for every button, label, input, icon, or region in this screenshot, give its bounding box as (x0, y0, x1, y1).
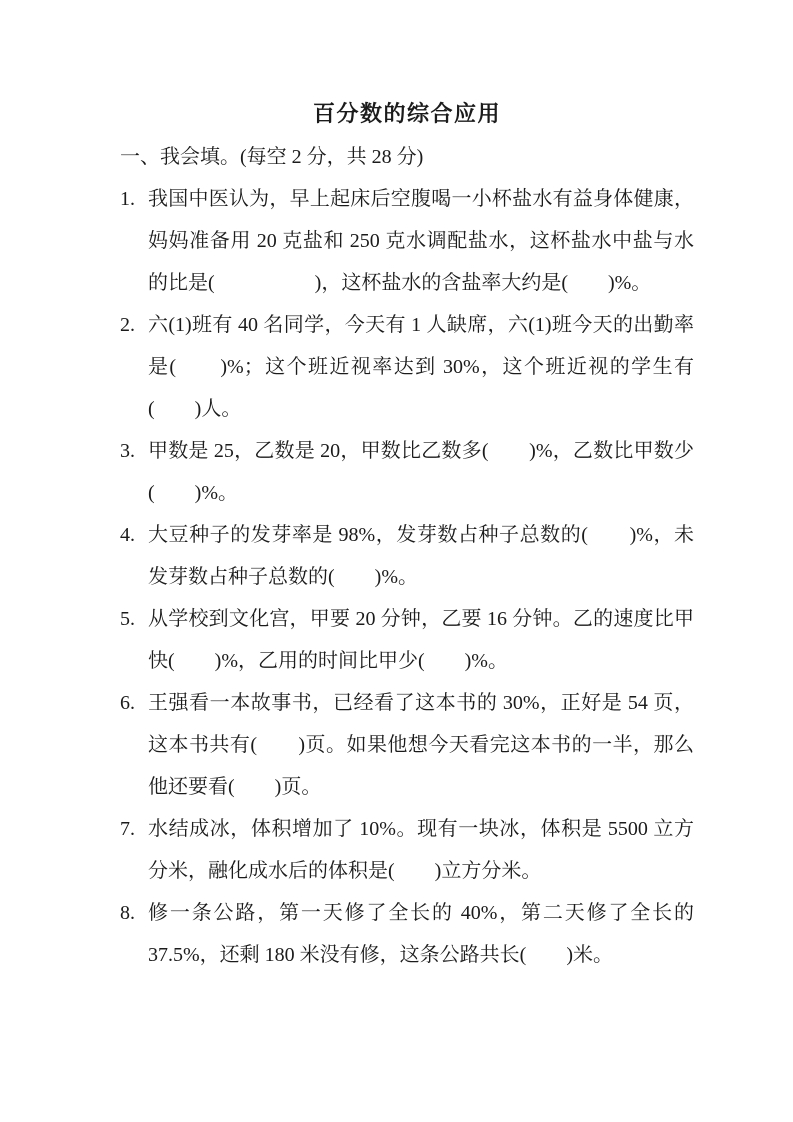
question-list (120, 178, 694, 976)
question-number: 1. (120, 188, 135, 210)
question-item (120, 682, 694, 808)
question-item (120, 808, 694, 892)
section-heading: 一、我会填。(每空 2 分，共 28 分) (120, 146, 424, 168)
question-text: 甲数是 25，乙数是 20，甲数比乙数多( )%，乙数比甲数少( )%。 (148, 440, 694, 504)
question-number: 5. (120, 608, 135, 630)
question-item (120, 178, 694, 304)
question-number: 2. (120, 314, 135, 336)
question-item (120, 430, 694, 514)
question-text: 大豆种子的发芽率是 98%，发芽数占种子总数的( )%，未发芽数占种子总数的( )%。 (148, 524, 694, 588)
question-text: 我国中医认为，早上起床后空腹喝一小杯盐水有益身体健康，妈妈准备用 20 克盐和 250 克水调配盐水，这杯盐水中盐与水的比是( )，这杯盐水的含盐率大约是( )%。 (148, 188, 694, 294)
question-number: 7. (120, 818, 135, 840)
question-text: 六(1)班有 40 名同学，今天有 1 人缺席，六(1)班今天的出勤率是( )%；这个班近视率达到 30%，这个班近视的学生有( )人。 (148, 314, 694, 420)
question-text: 王强看一本故事书，已经看了这本书的 30%，正好是 54 页，这本书共有( )页。如果他想今天看完这本书的一半，那么他还要看( )页。 (148, 692, 694, 798)
question-number: 8. (120, 902, 135, 924)
question-item (120, 514, 694, 598)
question-item (120, 598, 694, 682)
question-item (120, 304, 694, 430)
question-item (120, 892, 694, 976)
question-text: 从学校到文化宫，甲要 20 分钟，乙要 16 分钟。乙的速度比甲快( )%，乙用的时间比甲少( )%。 (148, 608, 694, 672)
question-number: 4. (120, 524, 135, 546)
question-number: 3. (120, 440, 135, 462)
question-text: 水结成冰，体积增加了 10%。现有一块冰，体积是 5500 立方分米，融化成水后的体积是( )立方分米。 (148, 818, 694, 882)
page-title: 百分数的综合应用 (312, 102, 501, 127)
question-number: 6. (120, 692, 135, 714)
question-text: 修一条公路，第一天修了全长的 40%，第二天修了全长的 37.5%，还剩 180 米没有修，这条公路共长( )米。 (148, 902, 694, 966)
